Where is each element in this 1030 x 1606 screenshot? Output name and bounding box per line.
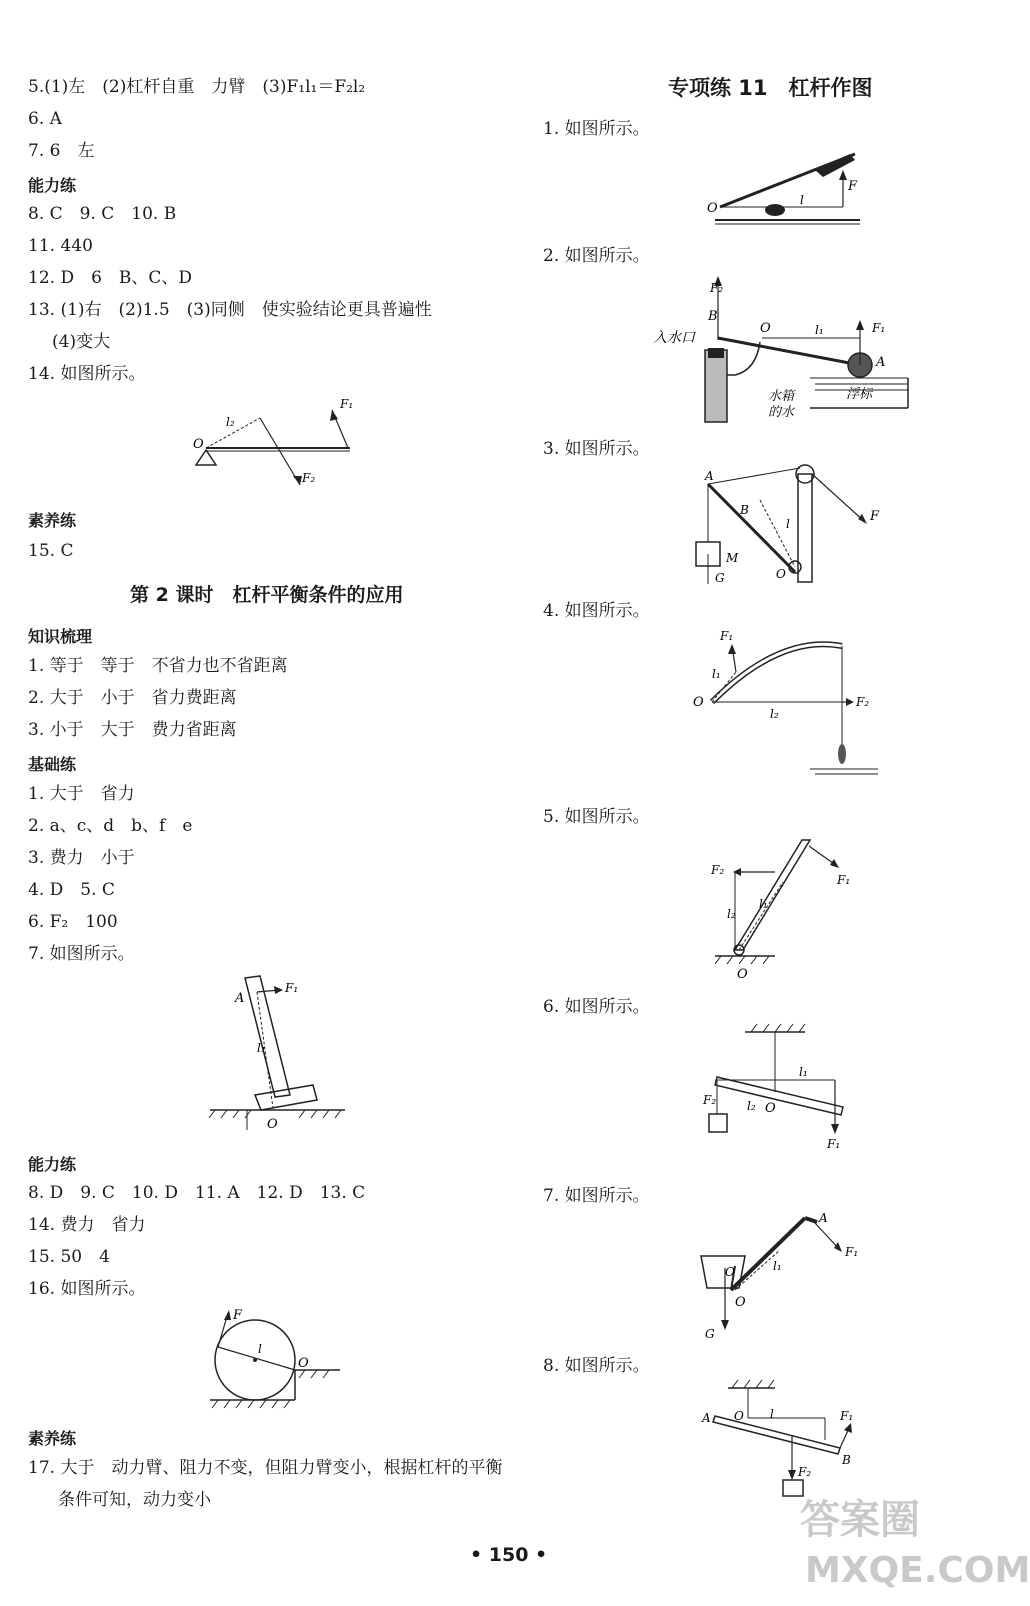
- right-answer-8: 8. 如图所示。: [543, 1356, 650, 1376]
- section-heading-literacy-1: 素养练: [28, 511, 77, 530]
- figure-label: O: [693, 695, 704, 710]
- figure-label: l: [258, 1342, 262, 1356]
- answer-12: 12. D 6 B、C、D: [28, 268, 193, 288]
- answer-7: 7. 6 左: [28, 141, 95, 161]
- figure-label: F₁: [720, 629, 734, 643]
- figure-label: 入水口: [653, 330, 695, 346]
- figure-right-2: [650, 270, 915, 430]
- figure-label: O: [776, 567, 786, 581]
- section-heading-literacy-2: 素养练: [28, 1429, 77, 1448]
- watermark-url: MXQE.COM: [805, 1550, 1030, 1591]
- basic-1: 1. 大于 省力: [28, 784, 135, 804]
- figure-label: l₂: [770, 707, 779, 721]
- figure-label: l₂: [727, 907, 736, 921]
- answer-5: 5.(1)左 (2)杠杆自重 力臂 (3)F₁l₁＝F₂l₂: [28, 77, 366, 97]
- label-F2: F₂: [302, 471, 316, 485]
- knowledge-2: 2. 大于 小于 省力费距离: [28, 688, 237, 708]
- watermark-logo: 答案圈: [800, 1497, 920, 1543]
- figure-right-8: [700, 1378, 860, 1498]
- figure-label: O: [267, 1117, 278, 1132]
- section-heading-ability-1: 能力练: [28, 176, 77, 195]
- figure-right-4: [690, 624, 880, 776]
- answer-8-10: 8. C 9. C 10. B: [28, 204, 177, 224]
- section-heading-ability-2: 能力练: [28, 1155, 77, 1174]
- answer-13-part4: (4)变大: [52, 332, 111, 352]
- answer-15: 15. C: [28, 541, 74, 561]
- figure-right-1: [705, 142, 865, 232]
- figure-label: l: [800, 193, 804, 207]
- basic-2: 2. a、c、d b、f e: [28, 816, 193, 836]
- figure-label: F₂: [710, 281, 724, 295]
- figure-label: O: [737, 967, 748, 982]
- figure-label: F₁: [285, 981, 299, 995]
- basic-4-5: 4. D 5. C: [28, 880, 115, 900]
- figure-left-16: [200, 1305, 350, 1415]
- figure-right-7: [695, 1208, 865, 1341]
- right-answer-6: 6. 如图所示。: [543, 997, 650, 1017]
- figure-label: G: [705, 1327, 715, 1341]
- right-answer-7: 7. 如图所示。: [543, 1186, 650, 1206]
- ability-16: 16. 如图所示。: [28, 1279, 146, 1299]
- figure-label: O: [760, 321, 771, 336]
- right-answer-2: 2. 如图所示。: [543, 246, 650, 266]
- figure-label: F₂: [798, 1465, 812, 1479]
- figure-right-6: [695, 1022, 860, 1162]
- figure-label: F₂: [711, 863, 725, 877]
- basic-7: 7. 如图所示。: [28, 944, 135, 964]
- figure-label: l: [770, 1407, 774, 1421]
- answer-13: 13. (1)右 (2)1.5 (3)同侧 使实验结论更具普遍性: [28, 300, 432, 320]
- figure-label: O: [734, 1409, 744, 1423]
- figure-label: 浮标: [846, 387, 873, 402]
- figure-label: F: [848, 179, 858, 194]
- figure-label: l₁: [257, 1041, 266, 1055]
- label-F1: F₁: [340, 397, 354, 411]
- lesson-title: 第 2 课时 杠杆平衡条件的应用: [130, 584, 404, 606]
- figure-label: F₁: [840, 1409, 854, 1423]
- literacy-17: 17. 大于 动力臂、阻力不变，但阻力臂变小，根据杠杆的平衡: [28, 1458, 503, 1478]
- basic-6: 6. F₂ 100: [28, 912, 118, 932]
- figure-label: F₂: [856, 695, 870, 709]
- figure-label: l₁: [799, 1065, 808, 1079]
- right-answer-5: 5. 如图所示。: [543, 807, 650, 827]
- figure-right-3: [690, 462, 890, 587]
- figure-label: A: [705, 469, 714, 483]
- label-O: O: [193, 437, 204, 452]
- figure-label: 水箱: [768, 389, 795, 404]
- figure-label: O: [725, 1265, 735, 1279]
- figure-label: F₁: [827, 1137, 841, 1151]
- figure-right-5: [705, 832, 865, 982]
- figure-label: G: [715, 571, 725, 585]
- figure-label: M: [726, 551, 739, 565]
- figure-label: F₂: [703, 1093, 717, 1107]
- figure-label: 的水: [768, 405, 795, 420]
- answer-11: 11. 440: [28, 236, 93, 256]
- figure-label: A: [819, 1211, 828, 1225]
- knowledge-1: 1. 等于 等于 不省力也不省距离: [28, 656, 288, 676]
- section-heading-basic: 基础练: [28, 755, 77, 774]
- figure-label: F: [233, 1308, 243, 1323]
- figure-label: l₂: [747, 1099, 756, 1113]
- literacy-17-cont: 条件可知，动力变小: [58, 1490, 211, 1510]
- answer-14: 14. 如图所示。: [28, 364, 146, 384]
- page-number: • 150 •: [470, 1544, 548, 1566]
- figure-label: l₁: [773, 1259, 782, 1273]
- figure-label: l₁: [712, 667, 721, 681]
- figure-label: F₁: [845, 1245, 859, 1259]
- right-answer-3: 3. 如图所示。: [543, 439, 650, 459]
- ability-8-13: 8. D 9. C 10. D 11. A 12. D 13. C: [28, 1183, 366, 1203]
- figure-label: O: [707, 201, 718, 216]
- figure-label: A: [702, 1411, 711, 1425]
- figure-label: B: [842, 1453, 851, 1467]
- figure-label: F₁: [837, 873, 851, 887]
- label-l2: l₂: [226, 415, 235, 429]
- knowledge-3: 3. 小于 大于 费力省距离: [28, 720, 237, 740]
- figure-label: O: [735, 1295, 746, 1310]
- figure-label: l: [786, 517, 790, 531]
- section-heading-knowledge: 知识梳理: [28, 627, 93, 646]
- figure-left-14: [190, 390, 370, 490]
- right-answer-1: 1. 如图所示。: [543, 119, 650, 139]
- figure-label: B: [708, 309, 718, 324]
- figure-label: F: [870, 509, 880, 524]
- answer-6: 6. A: [28, 109, 62, 129]
- figure-label: O: [765, 1101, 776, 1116]
- figure-label: F₁: [872, 321, 886, 335]
- right-answer-4: 4. 如图所示。: [543, 601, 650, 621]
- ability-14: 14. 费力 省力: [28, 1215, 146, 1235]
- section-title: 专项练 11 杠杆作图: [668, 76, 873, 100]
- ability-15: 15. 50 4: [28, 1247, 110, 1267]
- figure-label: l₁: [815, 323, 824, 337]
- figure-label: B: [740, 503, 749, 517]
- figure-label: O: [298, 1356, 309, 1371]
- figure-label: l₁: [759, 897, 768, 911]
- figure-label: A: [876, 355, 886, 370]
- figure-label: A: [235, 991, 245, 1006]
- figure-left-7: [205, 970, 365, 1135]
- basic-3: 3. 费力 小于: [28, 848, 135, 868]
